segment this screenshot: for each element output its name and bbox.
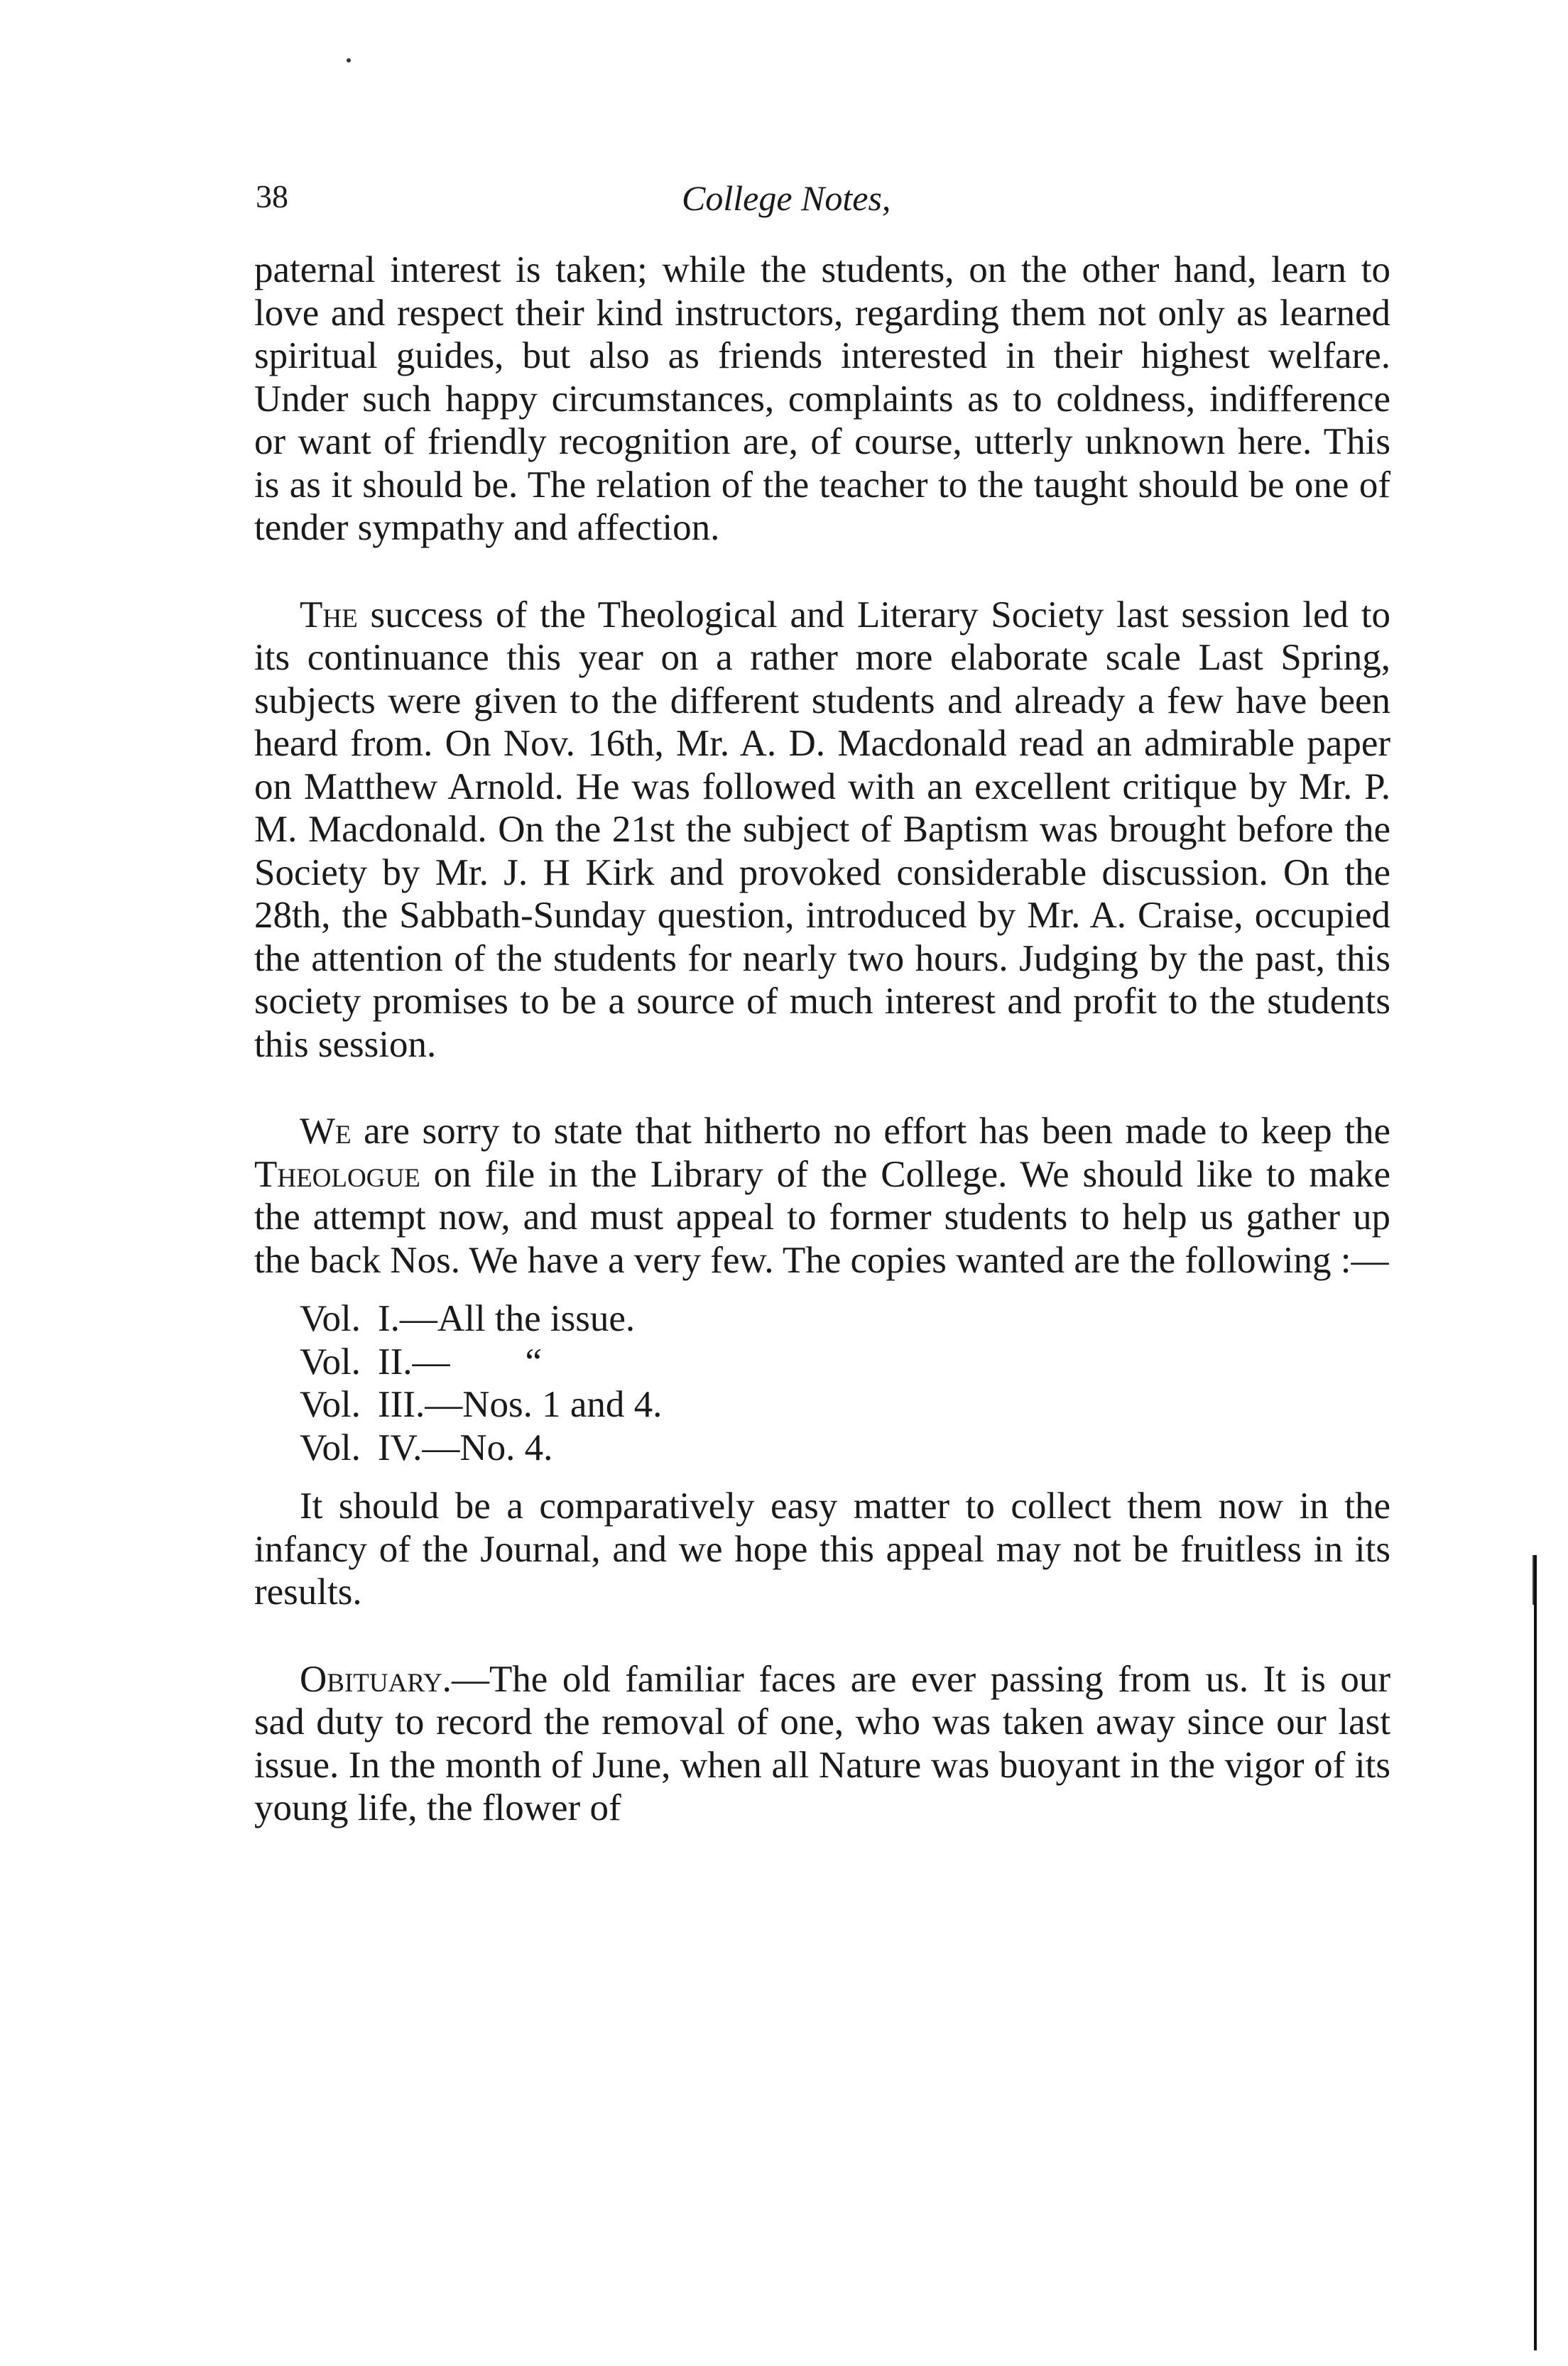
volume-detail: III.—Nos. 1 and 4.: [378, 1384, 663, 1425]
list-item: [300, 1341, 1390, 1384]
volume-detail: II.— “: [378, 1341, 543, 1383]
paragraph-text: paternal interest is taken; while the students, on the other hand, learn to love and respect their kind instructors, regarding them not only as learned spiritual guides, but also as friends interested in their highest welfare. Under such happy circumstances, complaints as to coldness, indifference or want of friendly recognition are, of course, utterly unknown here. This is as it should be. The relation of the teacher to the taught should be one of tender sympathy and affection.: [254, 249, 1390, 548]
paragraph-after-list: [254, 1485, 1390, 1614]
paragraph-back-issues-text: [254, 1110, 1390, 1282]
page-header: [256, 178, 1392, 227]
running-head: College Notes,: [682, 178, 891, 218]
paragraph-theological-society: [254, 594, 1390, 1067]
page-number: 38: [256, 178, 288, 214]
print-speck: [347, 58, 351, 62]
list-item: [300, 1297, 1390, 1341]
volume-label: Vol.: [300, 1427, 361, 1468]
list-item: [300, 1383, 1390, 1427]
paragraph-back-issues: [254, 1110, 1390, 1614]
paragraph-text-after: on file in the Library of the College. We should like to make the attempt now, and must appeal to former students to help us gather up the back Nos. We have a very few. The copies wanted are the following :—: [254, 1153, 1390, 1281]
obituary-heading: Obituary.: [300, 1658, 452, 1700]
volume-label: Vol.: [300, 1341, 361, 1383]
paragraph-text-before: are sorry to state that hitherto no effort has been made to keep the: [351, 1111, 1390, 1152]
body-text: [254, 249, 1390, 1830]
journal-name: Theologue: [254, 1153, 420, 1195]
paragraph-obituary: [254, 1658, 1390, 1830]
paragraph-lead: We: [300, 1111, 352, 1152]
list-item: [300, 1427, 1390, 1470]
volume-label: Vol.: [300, 1298, 361, 1339]
volume-detail: IV.—No. 4.: [378, 1427, 553, 1468]
paragraph-lead: The: [300, 594, 358, 636]
paragraph-text: success of the Theological and Literary Society last session led to its continuance this year on a rather more elaborate scale Last Spring, subjects were given to the different students and already a few have been heard from. On Nov. 16th, Mr. A. D. Macdonald read an admirable paper on Matthew Arnold. He was followed with an excellent critique by Mr. P. M. Macdonald. On the 21st the subject of Baptism was brought before the Society by Mr. J. H Kirk and provoked considerable discussion. On the 28th, the Sabbath-Sunday question, introduced by Mr. A. Craise, occupied the attention of the students for nearly two hours. Judging by the past, this society promises to be a source of much interest and profit to the students this session.: [254, 594, 1390, 1065]
scan-edge-rule: [1534, 1555, 1537, 2350]
paragraph-text: —The old familiar faces are ever passing from us. It is our sad duty to record the removal of one, who was taken away since our last issue. In the month of June, when all Nature was buoyant in the vigor of its young life, the flower of: [254, 1658, 1390, 1828]
paragraph-continuation: [254, 249, 1390, 550]
volume-label: Vol.: [300, 1384, 361, 1425]
volume-detail: I.—All the issue.: [378, 1298, 636, 1339]
volume-list: [300, 1297, 1390, 1469]
paragraph-text: It should be a comparatively easy matter to collect them now in the infancy of the Journal, and we hope this appeal may not be fruitless in its results.: [254, 1485, 1390, 1613]
